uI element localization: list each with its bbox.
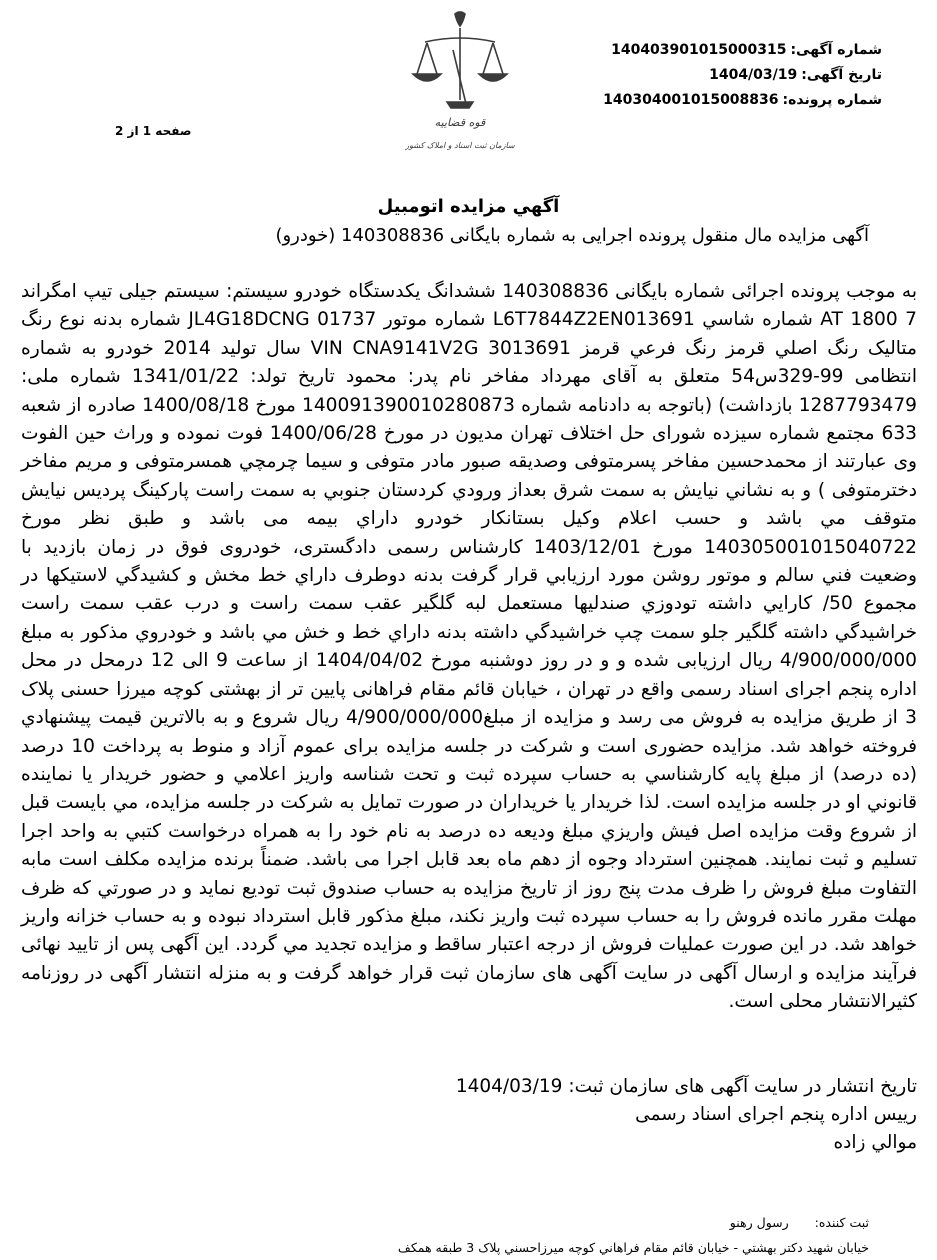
registrar-name: رسول رهنو — [729, 1215, 789, 1230]
signer-name: موالي زاده — [833, 1132, 917, 1153]
registrar-line — [730, 1215, 869, 1230]
publish-date-line — [456, 1076, 917, 1097]
page-indicator: صفحه 1 از 2 — [115, 124, 192, 138]
emblem-text-2: سازمان ثبت اسناد و املاک کشور — [405, 141, 515, 150]
publish-date-label: تاریخ انتشار در سایت آگهی های سازمان ثبت: — [568, 1076, 917, 1097]
notice-subtitle: آگهی مزایده مال منقول پرونده اجرایی به شماره بایگانی 140308836 (خودرو) — [275, 225, 869, 246]
judiciary-emblem-icon — [405, 8, 515, 158]
notice-date: 1404/03/19 — [709, 67, 798, 83]
signer-title: رییس اداره پنجم اجرای اسناد رسمی — [635, 1104, 917, 1125]
notice-number-row — [599, 38, 882, 63]
case-number-row — [599, 88, 882, 113]
notice-number: 140403901015000315 — [611, 42, 787, 58]
notice-body: به موجب پرونده اجرائی شماره بایگانی 140308836 ششدانگ یکدستگاه خودرو سیستم: سیستم جیلی تیپ امگراند 7 AT 1800 شماره شاسي L6T7844Z2EN013691 شماره موتور JL4G18DCNG 01737 شماره بدنه نوع رنگ متاليک رنگ اصلي قرمز رنگ فرعي قرمز VIN CNA9141V2G 3013691 سال تولید 2014 خودرو به شماره انتظامی 99-329س54 متعلق به آقای مهرداد مفاخر نام پدر: محمود تاریخ تولد: 1341/01/22 شماره ملی: 1287793479 بازداشت) (باتوجه به دادنامه شماره 140091390010280873 مورخ 1400/08/18 صادره از شعبه 633 مجتمع شماره سیزده شورای حل اختلاف تهران مدیون در مورخ 1400/06/28 فوت نموده و وراث حین الفوت وی عبارتند از محمدحسین مفاخر پسرمتوفی وصدیقه صبور مادر متوفی و سیما چرمچي همسرمتوفی و مریم مفاخر دخترمتوفی ) و به نشاني نیایش به سمت شرق بعداز ورودي کردستان جنوبي به سمت راست پارکینگ پردیس نیایش متوقف مي باشد و حسب اعلام وکیل بستانکار خودرو داراي بیمه می باشد و طبق نظر مورخ 140305001015040722 مورخ 1403/12/01 کارشناس رسمی دادگستری، خودروی فوق در زمان بازدید با وضعیت فني سالم و موتور روشن مورد ارزیابي قرار گرفت بدنه دوطرف داراي خط مخش و کشیدگي لاستیکها در مجموع 50/ کارایي داشته تودوزي صندلیها مستعمل لبه گلگیر عقب سمت راست و درب عقب سمت راست خراشیدگي داشته گلگیر جلو سمت چپ خراشیدگي داشته بدنه داراي خط و خش مي باشد و خودروي مذکور به مبلغ 4/900/000/000 ریال ارزیابی شده و و در روز دوشنبه مورخ 1404/04/02 از ساعت 9 الی 12 درمحل در محل اداره پنجم اجرای اسناد رسمی واقع در تهران ، خیابان قائم مقام فراهانی پایین تر از بهشتی کوچه میرزا حسنی پلاک 3 از طریق مزایده به فروش می رسد و مزایده از مبلغ4/900/000/000 ریال شروع و به بالاترین قیمت پیشنهادي فروخته خواهد شد. مزایده حضوری است و شرکت در جلسه مزایده برای عموم آزاد و منوط به پرداخت 10 درصد (ده درصد) از مبلغ پایه کارشناسي به حساب سپرده ثبت و تحت شناسه واریز اعلامي و حضور خریدار یا نماینده قانوني او در جلسه مزایده است. لذا خریدار یا خریداران در صورت تمایل به شرکت در جلسه مزایده، مي بایست قبل از شروع وقت مزایده اصل فیش واریزي مبلغ ودیعه ده درصد به نام خود را به همراه درخواست کتبي به واحد اجرا تسلیم و ثبت نمایند. همچنین استرداد وجوه از دهم ماه بعد قابل اجرا می باشد. ضمناً برنده مزایده مکلف است مابه التفاوت مبلغ فروش را ظرف مدت پنج روز از تاریخ مزایده به حساب صندوق ثبت تودیع نماید و در صورتي که ظرف مهلت مقرر مانده فروش را به حساب سپرده ثبت واریز نکند، مبلغ مذکور قابل استرداد نبوده و به حساب خزانه واریز خواهد شد. در این صورت عملیات فروش از درجه اعتبار ساقط و مزایده تجدید مي گردد. این آگهی پس از تایید نهائی فرآیند مزایده و ارسال آگهی در سایت آگهی های سازمان ثبت قرار خواهد گرفت و به منزله انتشار آگهی در روزنامه کثیرالانتشار محلی است. — [21, 281, 918, 1013]
case-number: 140304001015008836 — [603, 92, 779, 108]
notice-date-label: تاریخ آگهی: — [801, 67, 882, 83]
office-address: خیابان شهید دکتر بهشتي - خیابان قائم مقام فراهاني کوچه میرزاحسني پلاک 3 طبقه همکف — [397, 1240, 869, 1255]
emblem-text-1: قوه قضاییه — [434, 116, 486, 129]
notice-meta — [599, 38, 882, 113]
notice-title: آگهي مزايده اتومبيل — [377, 196, 560, 217]
case-number-label: شماره پرونده: — [782, 92, 882, 108]
publish-date: 1404/03/19 — [455, 1076, 563, 1097]
registrar-label: ثبت کننده: — [814, 1215, 869, 1230]
notice-number-label: شماره آگهی: — [790, 42, 882, 58]
notice-date-row — [599, 63, 882, 88]
